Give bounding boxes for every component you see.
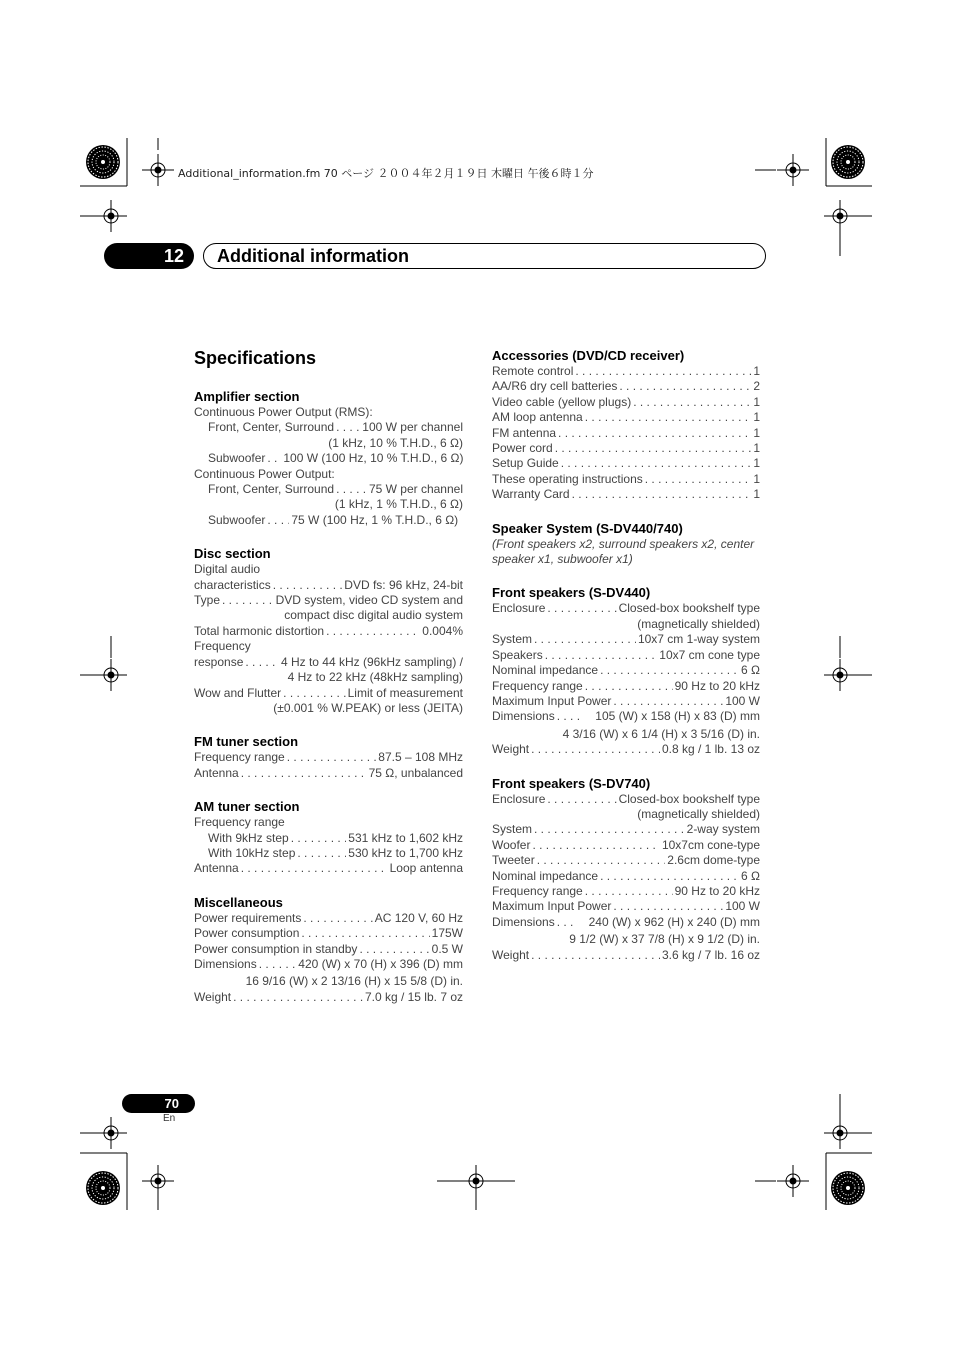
spec-row: Total harmonic distortion . . . 0.004% (194, 624, 463, 639)
spec-line: 4 Hz to 22 kHz (48kHz sampling) (287, 670, 463, 685)
spec-line: (1 kHz, 10 % T.H.D., 6 Ω) (328, 435, 463, 450)
left-column (194, 347, 463, 1023)
spec-row: Antenna . . . Loop antenna (194, 861, 463, 876)
spec-row: Dimensions . . . 240 (W) x 962 (H) x 240 (D) mm (492, 915, 760, 930)
spec-row: With 9kHz step . . . 531 kHz to 1,602 kHz (194, 831, 463, 846)
spec-line: 9 1/2 (W) x 37 7/8 (H) x 9 1/2 (D) in. (569, 932, 760, 947)
spec-row: Dimensions . . . 420 (W) x 70 (H) x 396 (D) mm (194, 957, 463, 972)
section-heading: Accessories (DVD/CD receiver) (492, 348, 685, 363)
spec-row: Front, Center, Surround . . . 100 W per channel (194, 420, 463, 435)
section-heading: FM tuner section (194, 734, 299, 750)
spec-line: Continuous Power Output (RMS): (194, 405, 373, 419)
accessory-item: These operating instructions . . . 1 (492, 472, 760, 487)
spec-row: Front, Center, Surround . . . 75 W per channel (194, 482, 463, 497)
spec-row: characteristics . . . DVD fs: 96 kHz, 24-bit (194, 578, 463, 593)
accessories-section (492, 348, 760, 503)
spec-row: Power requirements . . . AC 120 V, 60 Hz (194, 911, 463, 926)
spec-row: With 10kHz step . . . 530 kHz to 1,700 kHz (194, 846, 463, 861)
spec-row: Nominal impedance . . . 6 Ω (492, 869, 760, 884)
section-heading: AM tuner section (194, 799, 300, 815)
spec-line: 4 3/16 (W) x 6 1/4 (H) x 3 5/16 (D) in. (562, 726, 760, 741)
spec-row: Woofer . . . 10x7cm cone-type (492, 838, 760, 853)
spec-row: Antenna . . . 75 Ω, unbalanced (194, 766, 463, 781)
spec-line: compact disc digital audio system (284, 608, 463, 623)
spec-row: Weight . . . 3.6 kg / 7 lb. 16 oz (492, 948, 760, 963)
section-heading: Miscellaneous (194, 894, 283, 910)
spec-row: Enclosure . . . Closed-box bookshelf type (492, 601, 760, 616)
spec-note: speaker x1, subwoofer x1) (492, 552, 633, 567)
front-speakers-740-section (492, 776, 760, 963)
spec-line: (magnetically shielded) (637, 806, 760, 821)
spec-row: System . . . 10x7 cm 1-way system (492, 632, 760, 647)
spec-row: Weight . . . 7.0 kg / 15 lb. 7 oz (194, 990, 463, 1005)
spec-line: Frequency (194, 639, 251, 654)
accessory-item: Warranty Card . . . 1 (492, 487, 760, 502)
spec-row: Frequency range . . . 90 Hz to 20 kHz (492, 679, 760, 694)
speaker-system-section (492, 521, 760, 568)
accessory-item: AA/R6 dry cell batteries . . . 2 (492, 379, 760, 394)
chapter-title: Additional information (217, 246, 409, 266)
spec-row: Weight . . . 0.8 kg / 1 lb. 13 oz (492, 742, 760, 757)
spec-row: System . . . 2-way system (492, 822, 760, 837)
accessory-item: Power cord . . . 1 (492, 441, 760, 456)
spec-row: Wow and Flutter . . . Limit of measurement (194, 686, 463, 701)
page-language: En (163, 1113, 176, 1124)
spec-row: Frequency range . . . 90 Hz to 20 kHz (492, 884, 760, 899)
accessory-item: Setup Guide . . . 1 (492, 456, 760, 471)
spec-row: Subwoofer . . . 75 W (100 Hz, 1 % T.H.D., 6 Ω) (194, 513, 463, 528)
accessory-item: AM loop antenna . . . 1 (492, 410, 760, 425)
spec-row: Maximum Input Power . . . 100 W (492, 899, 760, 914)
section-heading: Front speakers (S-DV740) (492, 775, 651, 791)
right-column (492, 348, 760, 981)
page-title: Specifications (194, 348, 317, 368)
section-heading: Disc section (194, 546, 271, 562)
spec-row: Power consumption in standby . . . 0.5 W (194, 942, 463, 957)
file-header: Additional_information.fm 70 ページ ２００４年２月１９日 木曜日 午後６時１分 (178, 167, 594, 180)
spec-row: Tweeter . . . 2.6cm dome-type (492, 853, 760, 868)
spec-row: response . . . 4 Hz to 44 kHz (96kHz sampling) / (194, 655, 463, 670)
chapter-number: 12 (104, 243, 194, 269)
spec-row: Type . . . DVD system, video CD system and (194, 593, 463, 608)
spec-row: Enclosure . . . Closed-box bookshelf type (492, 792, 760, 807)
accessories-list (492, 364, 760, 503)
am-tuner-section (194, 799, 463, 877)
spec-line: Digital audio (194, 562, 261, 577)
spec-row: Subwoofer . . . 100 W (100 Hz, 10 % T.H.D., 6 Ω) (194, 451, 463, 466)
section-heading: Amplifier section (194, 389, 300, 404)
accessory-item: Video cable (yellow plugs) . . . 1 (492, 395, 760, 410)
spec-note: (Front speakers x2, surround speakers x2, center (492, 536, 755, 551)
miscellaneous-section (194, 895, 463, 1005)
spec-line: Frequency range (194, 815, 285, 830)
spec-row: Frequency range . . . 87.5 – 108 MHz (194, 750, 463, 765)
fm-tuner-section (194, 734, 463, 781)
spec-line: (magnetically shielded) (637, 616, 760, 631)
spec-line: (1 kHz, 1 % T.H.D., 6 Ω) (334, 497, 463, 512)
spec-line: Continuous Power Output: (194, 466, 335, 481)
amplifier-section (194, 389, 463, 528)
spec-line: (±0.001 % W.PEAK) or less (JEITA) (273, 700, 463, 715)
accessory-item: FM antenna . . . 1 (492, 426, 760, 441)
spec-row: Dimensions . . . 105 (W) x 158 (H) x 83 (D) mm (492, 709, 760, 724)
section-heading: Front speakers (S-DV440) (492, 585, 651, 601)
spec-line: 16 9/16 (W) x 2 13/16 (H) x 15 5/8 (D) in. (245, 974, 463, 989)
disc-section (194, 546, 463, 716)
accessory-item: Remote control . . . 1 (492, 364, 760, 379)
section-heading: Speaker System (S-DV440/740) (492, 520, 683, 536)
spec-row: Speakers . . . 10x7 cm cone type (492, 648, 760, 663)
spec-row: Power consumption . . . 175W (194, 926, 463, 941)
page-number: 70 (122, 1094, 195, 1113)
front-speakers-440-section (492, 585, 760, 757)
spec-row: Nominal impedance . . . 6 Ω (492, 663, 760, 678)
spec-row: Maximum Input Power . . . 100 W (492, 694, 760, 709)
